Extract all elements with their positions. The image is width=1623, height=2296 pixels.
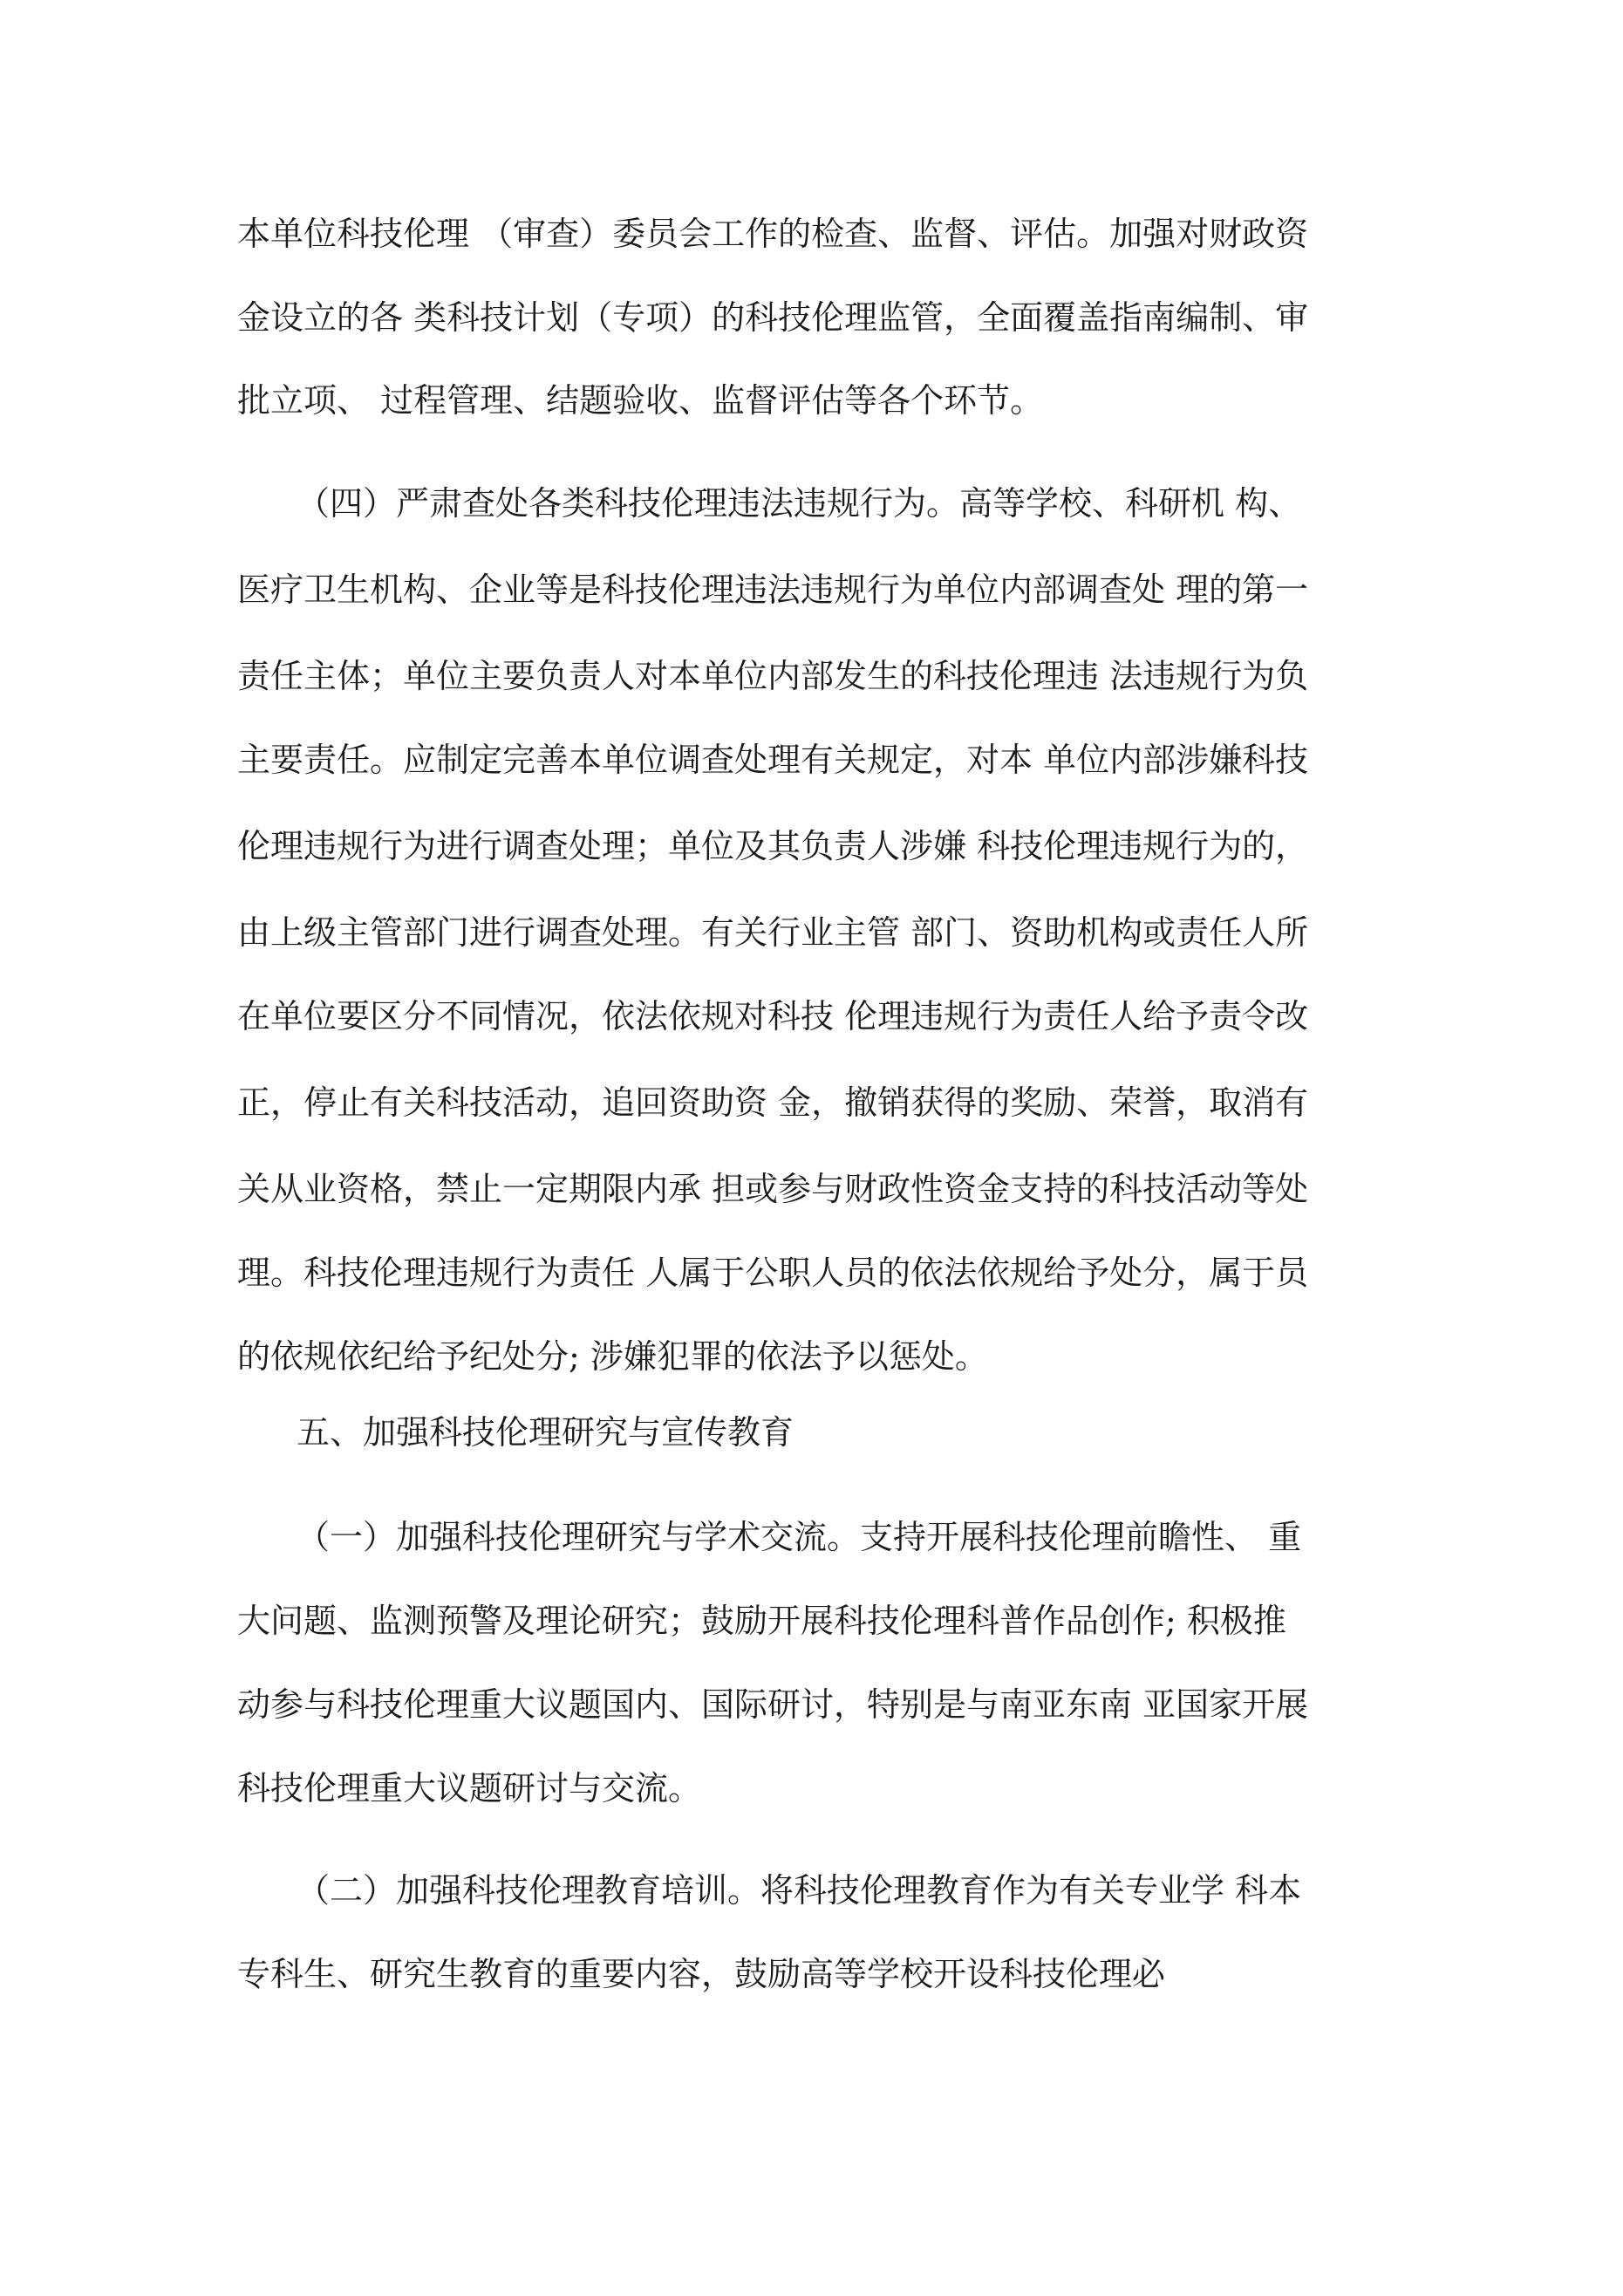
- body-text-line: 伦理违规行为进行调查处理；单位及其负责人涉嫌 科技伦理违规行为的，: [237, 827, 1309, 865]
- body-text-line: 的依规依纪给予纪处分; 涉嫌犯罪的依法予以惩处。: [237, 1337, 988, 1376]
- body-text-line: 责任主体；单位主要负责人对本单位内部发生的科技伦理违 法违规行为负: [237, 657, 1309, 695]
- body-text-line: 本单位科技伦理 （审查）委员会工作的检查、监督、评估。加强对财政资: [237, 215, 1309, 253]
- paragraph-first-line: （二）加强科技伦理教育培训。将科技伦理教育作为有关专业学 科本: [297, 1871, 1302, 1910]
- paragraph-first-line: （一）加强科技伦理研究与学术交流。支持开展科技伦理前瞻性、 重: [297, 1518, 1302, 1556]
- body-text-line: 理。科技伦理违规行为责任 人属于公职人员的依法依规给予处分，属于员: [237, 1254, 1309, 1292]
- body-text-line: 由上级主管部门进行调查处理。有关行业主管 部门、资助机构或责任人所: [237, 913, 1309, 952]
- body-text-line: 主要责任。应制定完善本单位调查处理有关规定，对本 单位内部涉嫌科技: [237, 741, 1309, 779]
- section-heading: 五、加强科技伦理研究与宣传教育: [297, 1413, 794, 1452]
- body-text-line: 医疗卫生机构、企业等是科技伦理违法违规行为单位内部调查处 理的第一: [237, 571, 1309, 609]
- paragraph-first-line: （四）严肃查处各类科技伦理违法违规行为。高等学校、科研机 构、: [297, 484, 1302, 523]
- body-text-line: 批立项、 过程管理、结题验收、监督评估等各个环节。: [237, 381, 1044, 420]
- body-text-line: 动参与科技伦理重大议题国内、国际研讨，特别是与南亚东南 亚国家开展: [237, 1685, 1309, 1724]
- body-text-line: 科技伦理重大议题研讨与交流。: [237, 1769, 702, 1807]
- body-text-line: 在单位要区分不同情况，依法依规对科技 伦理违规行为责任人给予责令改: [237, 997, 1309, 1035]
- body-text-line: 关从业资格，禁止一定期限内承 担或参与财政性资金支持的科技活动等处: [237, 1170, 1309, 1208]
- body-text-line: 金设立的各 类科技计划（专项）的科技伦理监管，全面覆盖指南编制、审: [237, 298, 1309, 337]
- body-text-line: 正，停止有关科技活动，追回资助资 金，撤销获得的奖励、荣誉，取消有: [237, 1083, 1309, 1122]
- body-text-line: 大问题、监测预警及理论研究；鼓励开展科技伦理科普作品创作; 积极推: [237, 1602, 1286, 1640]
- body-text-line: 专科生、研究生教育的重要内容，鼓励高等学校开设科技伦理必: [237, 1955, 1166, 1993]
